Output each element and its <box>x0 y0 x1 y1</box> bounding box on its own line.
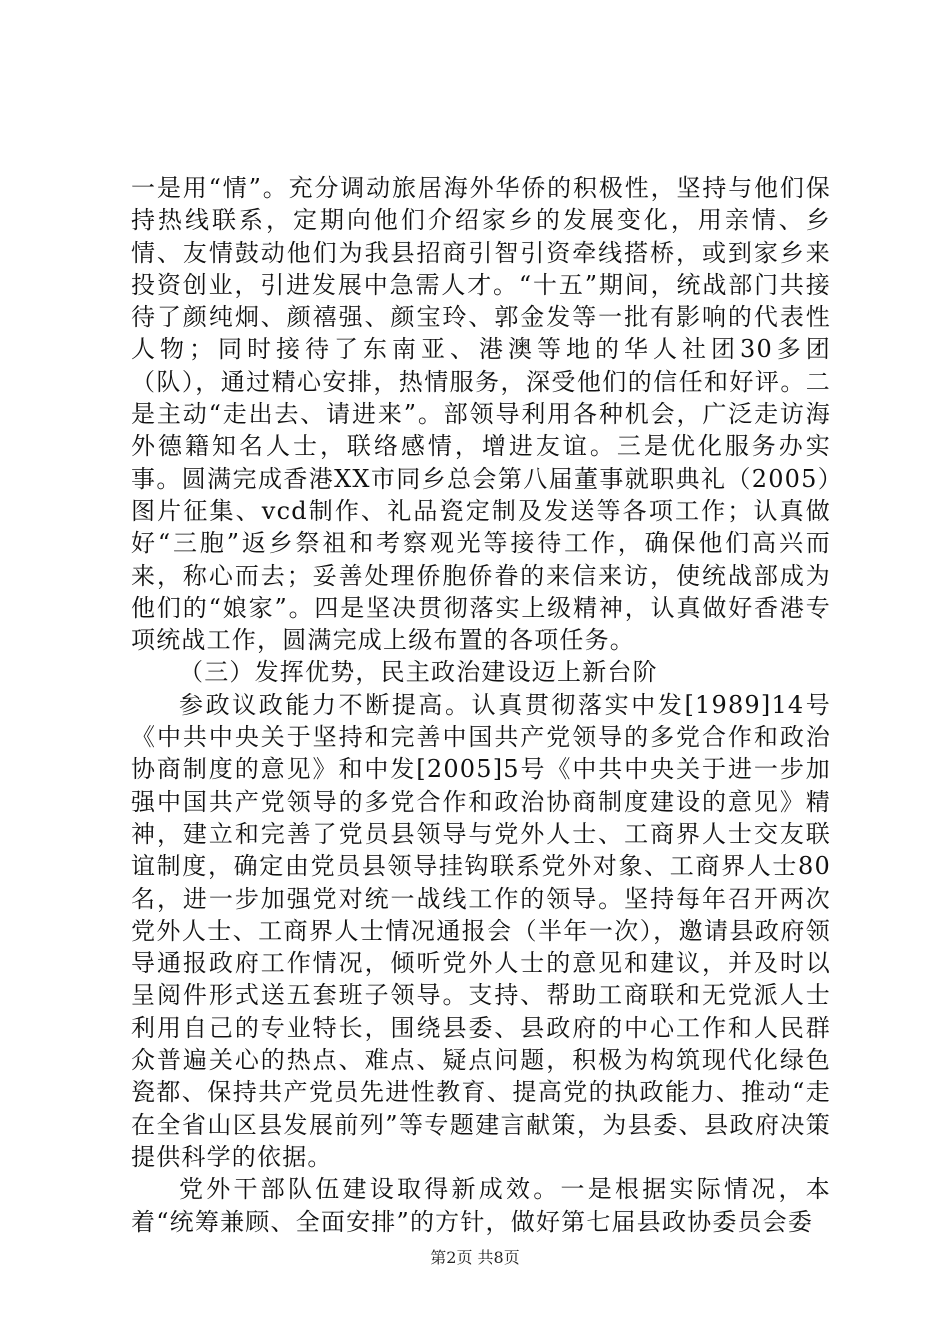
document-body <box>131 172 831 1238</box>
paragraph-political-participation: 参政议政能力不断提高。认真贯彻落实中发[1989]14号《中共中央关于坚持和完善中国共产党领导的多党合作和政治协商制度的意见》和中发[2005]5号《中共中央关于进一步加强中国共产党领导的多党合作和政治协商制度建设的意见》精神，建立和完善了党员县领导与党外人士、工商界人士交友联谊制度，确定由党员县领导挂钩联系党外对象、工商界人士80名，进一步加强党对统一战线工作的领导。坚持每年召开两次党外人士、工商界人士情况通报会（半年一次），邀请县政府领导通报政府工作情况，倾听党外人士的意见和建议，并及时以呈阅件形式送五套班子领导。支持、帮助工商联和无党派人士利用自己的专业特长，围绕县委、县政府的中心工作和人民群众普遍关心的热点、难点、疑点问题，积极为构筑现代化绿色瓷都、保持共产党员先进性教育、提高党的执政能力、推动“走在全省山区县发展前列”等专题建言献策，为县委、县政府决策提供科学的依据。 <box>131 690 831 1171</box>
paragraph-cadre-building: 党外干部队伍建设取得新成效。一是根据实际情况，本着“统筹兼顾、全面安排”的方针，做好第七届县政协委员会委 <box>131 1175 831 1236</box>
section-heading: （三）发挥优势，民主政治建设迈上新台阶 <box>179 658 658 687</box>
page-footer: 第2页 共8页 <box>430 1248 520 1267</box>
paragraph-overseas-work: 一是用“情”。充分调动旅居海外华侨的积极性，坚持与他们保持热线联系，定期向他们介绍家乡的发展变化，用亲情、乡情、友情鼓动他们为我县招商引智引资牵线搭桥，或到家乡来投资创业，引进发展中急需人才。“十五”期间，统战部门共接待了颜纯炯、颜禧强、颜宝玲、郭金发等一批有影响的代表性人物；同时接待了东南亚、港澳等地的华人社团30多团（队），通过精心安排，热情服务，深受他们的信任和好评。二是主动“走出去、请进来”。部领导利用各种机会，广泛走访海外德籍知名人士，联络感情，增进友谊。三是优化服务办实事。圆满完成香港XX市同乡总会第八届董事就职典礼（2005）图片征集、vcd制作、礼品瓷定制及发送等各项工作；认真做好“三胞”返乡祭祖和考察观光等接待工作，确保他们高兴而来，称心而去；妥善处理侨胞侨眷的来信来访，使统战部成为他们的“娘家”。四是坚决贯彻落实上级精神，认真做好香港专项统战工作，圆满完成上级布置的各项任务。 <box>131 174 831 655</box>
